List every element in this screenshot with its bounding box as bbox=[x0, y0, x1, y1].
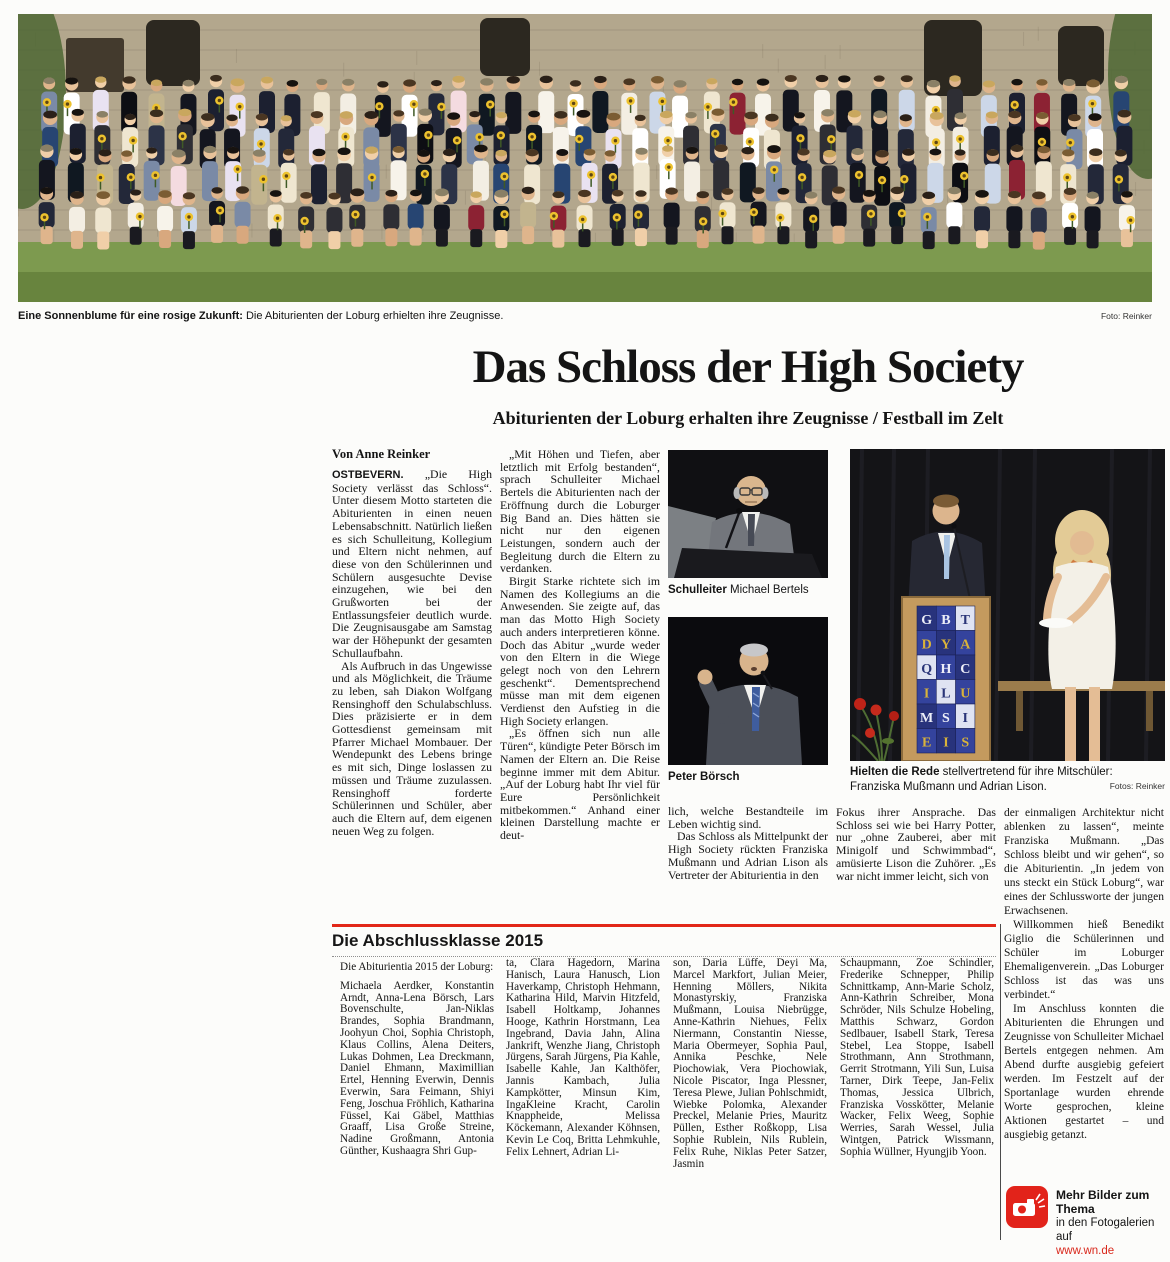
svg-text:I: I bbox=[923, 686, 930, 702]
paragraph: Im Anschluss konnten die Abiturienten die Ehrungen und Zeugnisse von Schulleiter Michael Bertels entgegen nehmen. Am Abend durfte ausgiebig gefeiert werden. Im Festzelt auf der Sportanlage wurden ehrende Worte gesprochen, kleine Aktionen gestartet – und ausgiebig getanzt. bbox=[1004, 1003, 1164, 1141]
subheadline: Abiturienten der Loburg erhalten ihre Zeugnisse / Festball im Zelt bbox=[492, 408, 1004, 428]
caption-lead: Eine Sonnenblume für eine rosige Zukunft: bbox=[18, 310, 243, 322]
classlist-red-rule bbox=[332, 924, 996, 927]
svg-text:H: H bbox=[940, 662, 952, 678]
dateline: OSTBEVERN. bbox=[332, 469, 404, 481]
caption-lead: Hielten die Rede bbox=[850, 766, 940, 778]
article-column-3 bbox=[668, 805, 828, 926]
svg-text:S: S bbox=[961, 735, 970, 751]
classlist-column-1 bbox=[340, 962, 494, 1261]
svg-text:U: U bbox=[960, 686, 971, 702]
group-photo-caption bbox=[18, 309, 1152, 323]
classlist-intro: Die Abiturientia 2015 der Loburg: bbox=[340, 962, 494, 973]
promo-line1: Mehr Bilder zum Thema bbox=[1056, 1188, 1150, 1216]
camera-icon bbox=[1006, 1186, 1048, 1258]
classlist-names: Michaela Aerdker, Konstantin Arndt, Anna-Lena Börsch, Lars Bovenschulte, Jan-Niklas Brandes, Sophia Brandmann, Joohyun Choi, Sophia Christoph, Klaus Collins, Alena Deiters, Lukas Dohmen, Lea Dreckmann, Daniel Ehmann, Maximillian Ertel, Henning Everwin, Dennis Everwin, Sara Feimann, Shiyi Feng, Joschua Fröhlich, Katharina Füssel, Kai Gäbel, Matthias Graaff, Lisa Große Streine, Nadine Großmann, Antonia Günther, Kushaagra Shri Gup- bbox=[340, 979, 494, 1157]
svg-text:L: L bbox=[941, 686, 951, 702]
caption-lead: Schulleiter bbox=[668, 584, 727, 596]
article-column-1 bbox=[332, 468, 492, 925]
classlist-column-3 bbox=[673, 958, 827, 1257]
speech-caption bbox=[850, 765, 1165, 794]
bertels-photo bbox=[668, 450, 828, 578]
svg-text:A: A bbox=[960, 637, 971, 653]
promo-line2: in den Fotogalerien auf bbox=[1056, 1217, 1155, 1243]
svg-text:T: T bbox=[960, 613, 970, 629]
promo-text bbox=[1056, 1186, 1166, 1258]
svg-text:Q: Q bbox=[921, 662, 933, 678]
svg-text:E: E bbox=[921, 735, 932, 751]
svg-text:D: D bbox=[921, 637, 932, 653]
speech-photo bbox=[850, 449, 1165, 761]
caption-text bbox=[18, 309, 503, 323]
paragraph: Willkommen hieß Benedikt Giglio die Schülerinnen und Schüler im Loburger Ehemaligenverein. „Das Loburger Schloss ist das was uns verbindet.“ bbox=[1004, 919, 1164, 1001]
promo-box bbox=[1006, 1186, 1166, 1258]
classlist-names: ta, Clara Hagedorn, Marina Hanisch, Laura Hanusch, Lion Haverkamp, Christoph Hehmann, Katharina Hild, Marvin Hitzfeld, Isabell Holtkamp, Johannes Hooge, Kathrin Horstmann, Lea Ingebrand, Davia Jahn, Alina Jankrift, Wenzhe Jiang, Christoph Jürgens, Sarah Jürgens, Pia Kahle, Isabelle Kahle, Jan Kalthöfer, Jannis Kambach, Julia Kampkötter, Minsun Kim, IngaKleine Kracht, Carolin Knappheide, Melissa Köckemann, Alexander Köhnsen, Kevin Le Coq, Britta Lehmkuhle, Felix Lehnert, Adrian Li- bbox=[506, 958, 660, 1158]
group-photo bbox=[18, 14, 1152, 302]
svg-text:G: G bbox=[921, 613, 933, 629]
svg-text:I: I bbox=[943, 735, 949, 751]
speaker-at-podium-illustration bbox=[668, 450, 828, 578]
classlist-names: Schaupmann, Zoe Schindler, Frederike Schnepper, Philip Schnittkamp, Ann-Marie Scholz, Ann-Kathrin Schreiber, Mona Schröder, Nils Schulze Hobeling, Matthis Schwarz, Gordon Sedlbauer, Isabell Stark, Teresa Stebel, Lea Stoppe, Isabell Strothmann, Ann Strothmann, Gerrit Strotmann, Yili Sun, Luisa Tarner, Dirk Teepe, Jan-Felix Thomas, Jessica Ulbrich, Franziska Vosskötter, Melanie Wacker, Felix Weeg, Sophie Werries, Sarah Wessel, Julia Wintgen, Patrick Wissmann, Sophia Wüllner, Hyungjib Yoon. bbox=[840, 958, 994, 1158]
boersch-photo bbox=[668, 617, 828, 765]
paragraph: der einmaligen Architektur nicht ablenken zu lassen“, meinte Franziska Mußmann. „Das Schloss bleibt und wir gehen“, so die Abiturientin. „In jedem von uns steckt ein Stück Loburg“, war eines der Schlussworte der jungen Erwachsenen. bbox=[1004, 807, 1164, 917]
classlist-column-2 bbox=[506, 958, 660, 1257]
byline: Von Anne Reinker bbox=[332, 447, 431, 461]
classlist-dotted-rule bbox=[332, 956, 996, 957]
classlist-column-4 bbox=[840, 958, 994, 1257]
headline: Das Schloss der High Society bbox=[472, 341, 1024, 393]
paragraph: Fokus ihrer Ansprache. Das Schloss sei wie bei Harry Potter, nur „ohne Zauberei, aber mit Minigolf und Schwimmbad“, amüsierte Lison die Zuhörer. „Es war nicht immer leicht, sich von bbox=[836, 806, 996, 883]
caption-rest: stellvertretend für ihre Mitschüler: Franziska Mußmann und Adrian Lison. bbox=[850, 766, 1113, 793]
paragraph: Birgit Starke richtete sich im Namen des Kollegiums an die Anwesenden. Sie zeigte auf, das man das Motto High Society auch anders interpretieren könne. Doch das Abitur „wurde weder von den Eltern in die Wiege gelegt noch von den Lehrern geschenkt“. Dementsprechend müsse man mit dem eigenen Verdienst den Aufstieg in die High Society erlangen. bbox=[500, 574, 660, 728]
svg-text:C: C bbox=[960, 662, 971, 678]
speaker-gesturing-illustration bbox=[668, 617, 828, 765]
svg-text:Y: Y bbox=[940, 637, 952, 653]
article-column-5 bbox=[1004, 806, 1164, 1176]
photo-credit: Foto: Reinker bbox=[1100, 311, 1152, 321]
classlist-names: son, Daria Lüffe, Deyi Ma, Marcel Markfort, Julian Meier, Henning Möllers, Nikita Monastyrskiy, Franziska Mußmann, Louisa Niebrügge, Anne-Kathrin Niehues, Felix Niermann, Constantin Niesse, Maria Obermeyer, Sophia Paul, Annika Peschke, Nele Piochowiak, Vera Piochowiak, Nicole Piscator, Inga Plessner, Teresa Plewe, Julian Pohlschmidt, Wiebke Polomka, Alexander Preckel, Melanie Pries, Mauritz Püllen, Esther Roßkopp, Lisa Sophie Rublein, Nils Rublein, Felix Ruhe, Niklas Peter Satzer, Jasmin bbox=[673, 958, 827, 1170]
classlist-heading: Die Abschlussklasse 2015 bbox=[332, 931, 544, 950]
paragraph: „Es öffnen sich nun alle Türen“, kündigte Peter Börsch im Namen der Eltern an. Die Reise beginne immer mit dem Abitur. „Auf der Loburg habt Ihr viel für Eure Persönlichkeit mitbekommen.“ Anhand einer kleinen Darstellung machte er deut- bbox=[500, 726, 660, 843]
svg-text:B: B bbox=[941, 613, 951, 629]
paragraph bbox=[332, 468, 492, 660]
paragraph: Das Schloss als Mittelpunkt der High Society rückten Franziska Mußmann und Adrian Lison als Vertreter der Abiturientia in den bbox=[668, 829, 828, 882]
column-divider bbox=[1000, 924, 1001, 1240]
svg-text:I: I bbox=[962, 711, 968, 727]
paragraph: lich, welche Bestandteile im Leben wichtig sind. bbox=[668, 805, 828, 831]
caption-rest: Michael Bertels bbox=[726, 584, 809, 596]
article-column-4 bbox=[836, 806, 996, 925]
article-column-2 bbox=[500, 448, 660, 925]
caption-lead: Peter Börsch bbox=[668, 771, 740, 783]
stage-speech-illustration bbox=[850, 449, 1165, 761]
paragraph: Als Aufbruch in das Ungewisse und als Möglichkeit, die Träume zu leben, sah Diakon Wolfgang Rensinghoff den Schulabschluss. Dies präzisierte er in dem Gottesdienst gemeinsam mit Pfarrer Michael Mombauer. Der Wendepunkt des Lebens bringe es mit sich, Dinge loslassen zu müssen und Träume zuzulassen. Rensinghoff forderte Schülerinnen und Schüler, aber auch die Eltern auf, dem eigenen neuen Weg zu folgen. bbox=[332, 658, 492, 838]
caption-rest: Die Abiturienten der Loburg erhielten ihre Zeugnisse. bbox=[242, 310, 504, 322]
svg-text:S: S bbox=[942, 711, 950, 727]
bertels-caption bbox=[668, 583, 828, 598]
boersch-caption bbox=[668, 770, 828, 785]
svg-text:M: M bbox=[920, 711, 934, 727]
paragraph: „Mit Höhen und Tiefen, aber letztlich mit Erfolg bestanden“, sprach Schulleiter Michael Bertels die Abiturienten nach der Eröffnung durch die Loburger Big Band an. Dies hätten sie nicht nur den eigenen Leistungen, sondern auch der Begleitung durch die Eltern zu verdanken. bbox=[500, 448, 660, 576]
paragraph-text: „Die High Society verlässt das Schloss“. Unter diesem Motto starteten die Abiturienten in einen neuen Lebensabschnitt. Natürlich ließen es sich Schulleitung, Kollegium und Eltern nicht nehmen, auf diese von den Schülerinnen und Schülern ausgesuchte Devise einzugehen, wie bei den Grußworten bei der Entlassungsfeier deutlich wurde. Die Zeugnisausgabe am Samstag war der Höhepunkt der gesamten Schullaufbahn. bbox=[332, 468, 492, 660]
promo-link[interactable]: www.wn.de bbox=[1056, 1245, 1115, 1257]
photo-credit: Fotos: Reinker bbox=[1109, 780, 1165, 791]
